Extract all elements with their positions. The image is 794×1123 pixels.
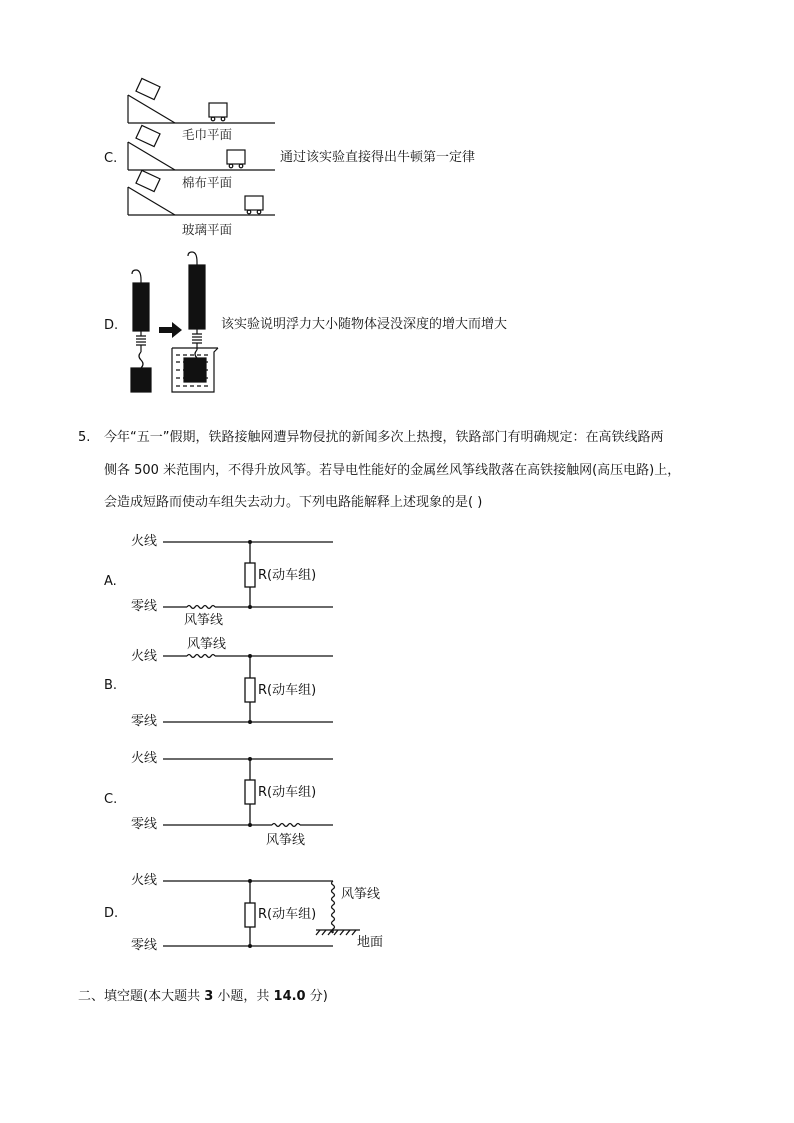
surface-label-cotton: 棉布平面 bbox=[182, 175, 233, 190]
section-middle: 小题，共 bbox=[213, 989, 274, 1004]
question-line-2: 侧各 500 米范围内，不得升放风筝。若导电性能好的金属丝风筝线散落在高铁接触网(高压电路)上， bbox=[104, 463, 681, 478]
circuit-d-wires bbox=[0, 0, 380, 960]
section-suffix: 分) bbox=[305, 989, 328, 1004]
question-line-3: 会造成短路而使动车组失去动力。下列电路能解释上述现象的是( ) bbox=[104, 495, 483, 510]
option-a-letter: A. bbox=[104, 574, 117, 589]
question-count: 3 bbox=[204, 989, 214, 1004]
kite-line-label: 风筝线 bbox=[266, 833, 306, 848]
resistor-label: R(动车组) bbox=[258, 907, 317, 922]
neutral-wire-label: 零线 bbox=[131, 714, 158, 729]
neutral-wire-label: 零线 bbox=[131, 599, 158, 614]
question-number: 5. bbox=[78, 430, 91, 445]
question-line-1: 今年“五一”假期，铁路接触网遭异物侵扰的新闻多次上热搜，铁路部门有明确规定：在高铁线路两 bbox=[104, 430, 664, 445]
option-b-letter: B. bbox=[104, 678, 118, 693]
section-prefix: 二、填空题(本大题共 bbox=[78, 989, 205, 1004]
section-heading bbox=[78, 990, 328, 1003]
kite-line-label: 风筝线 bbox=[184, 613, 224, 628]
total-score: 14.0 bbox=[273, 989, 306, 1004]
live-wire-label: 火线 bbox=[131, 873, 158, 888]
option-c-statement: 通过该实验直接得出牛顿第一定律 bbox=[280, 150, 476, 165]
resistor-label: R(动车组) bbox=[258, 683, 317, 698]
resistor-label: R(动车组) bbox=[258, 785, 317, 800]
neutral-wire-label: 零线 bbox=[131, 817, 158, 832]
option-c-letter: C. bbox=[104, 151, 118, 166]
resistor-label: R(动车组) bbox=[258, 568, 317, 583]
surface-label-glass: 玻璃平面 bbox=[182, 222, 233, 237]
kite-line-label: 风筝线 bbox=[187, 637, 227, 652]
live-wire-label: 火线 bbox=[131, 751, 158, 766]
ground-label: 地面 bbox=[357, 935, 384, 950]
live-wire-label: 火线 bbox=[131, 649, 158, 664]
option-d-statement: 该实验说明浮力大小随物体浸没深度的增大而增大 bbox=[221, 317, 508, 332]
option-d-letter: D. bbox=[104, 906, 119, 921]
option-c-letter: C. bbox=[104, 792, 118, 807]
kite-line-label: 风筝线 bbox=[341, 887, 381, 902]
option-d-letter: D. bbox=[104, 318, 119, 333]
surface-label-towel: 毛巾平面 bbox=[182, 127, 233, 142]
neutral-wire-label: 零线 bbox=[131, 938, 158, 953]
live-wire-label: 火线 bbox=[131, 534, 158, 549]
